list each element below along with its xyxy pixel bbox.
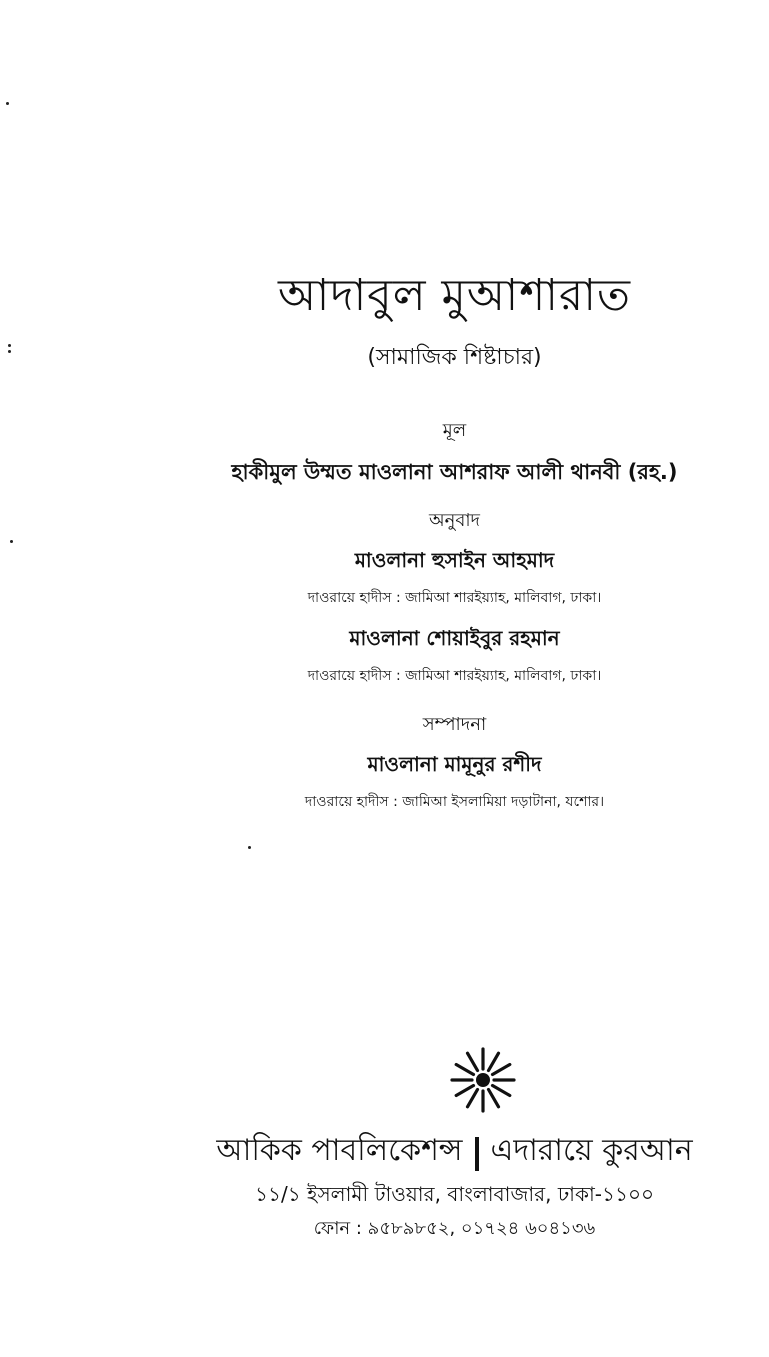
sunburst-emblem-icon (448, 1045, 518, 1115)
translator-2-name: মাওলানা শোয়াইবুর রহমান (349, 626, 560, 650)
scan-speck (6, 102, 9, 105)
translator-1-name: মাওলানা হুসাইন আহমাদ (354, 548, 555, 572)
translator-2-affiliation: দাওরায়ে হাদীস : জামিআ শারইয়্যাহ, মালিবাগ, ঢাকা। (307, 668, 602, 684)
scan-speck (10, 540, 13, 543)
publisher-phone: ফোন : ৯৫৮৯৮৫২, ০১৭২৪ ৬০৪১৩৬ (313, 1218, 596, 1239)
publisher-divider (475, 1137, 479, 1171)
book-subtitle: (সামাজিক শিষ্টাচার) (367, 345, 542, 370)
scan-speck (8, 344, 11, 347)
original-label: মূল (442, 420, 467, 441)
editor-name: মাওলানা মামূনুর রশীদ (367, 752, 542, 776)
translator-1-affiliation: দাওরায়ে হাদীস : জামিআ শারইয়্যাহ, মালিবাগ, ঢাকা। (307, 590, 602, 606)
publisher-name-left: আকিক পাবলিকেশন্স (216, 1133, 463, 1168)
editing-label: সম্পাদনা (422, 714, 487, 735)
scan-speck (248, 846, 251, 849)
publisher-names (70, 1126, 769, 1177)
scan-speck (8, 350, 11, 353)
publisher-address: ১১/১ ইসলামী টাওয়ার, বাংলাবাজার, ঢাকা-১১০০ (255, 1182, 654, 1206)
translation-label: অনুবাদ (428, 510, 481, 531)
book-title: আদাবুল মুআশারাত (278, 270, 631, 321)
editor-affiliation: দাওরায়ে হাদীস : জামিআ ইসলামিয়া দড়াটানা, যশোর। (304, 794, 605, 810)
publisher-name-right: এদারায়ে কুরআন (490, 1133, 693, 1168)
original-author: হাকীমুল উম্মত মাওলানা আশরাফ আলী থানবী (রহ.) (231, 460, 678, 484)
